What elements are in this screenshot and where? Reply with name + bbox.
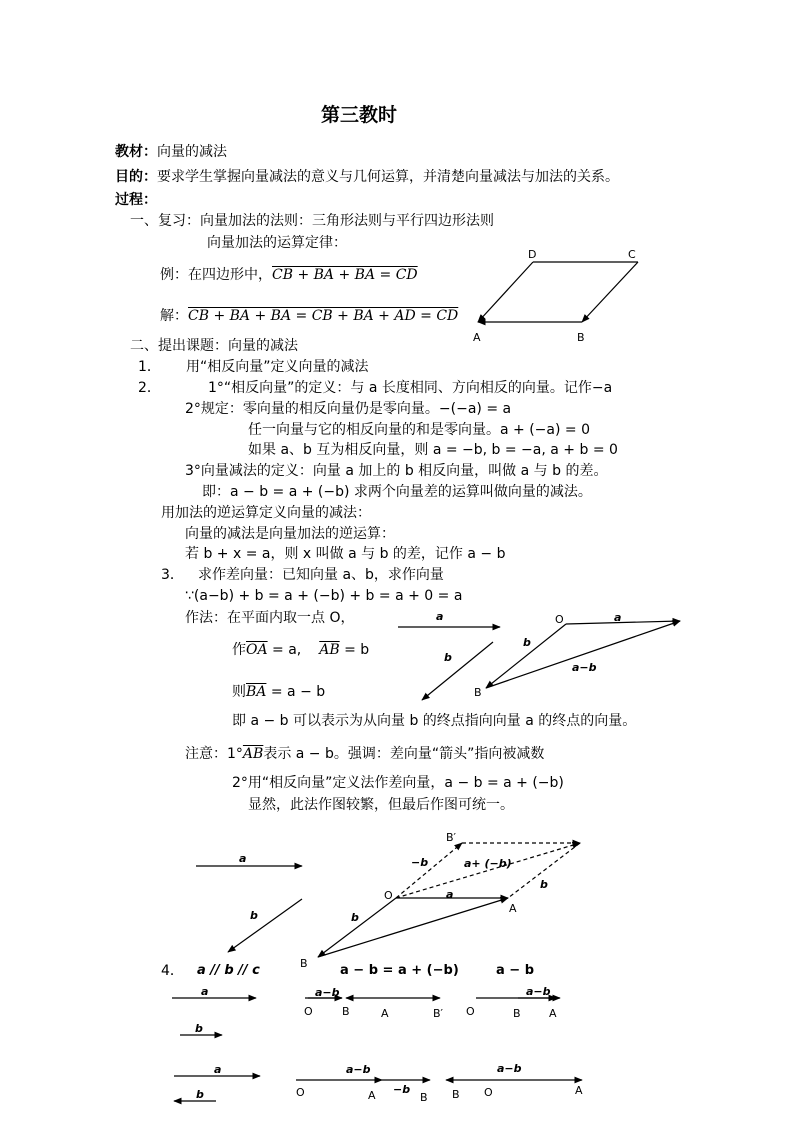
fig1-label-d: D bbox=[528, 248, 537, 261]
fig4-label-o3: O bbox=[296, 1086, 305, 1099]
note-ab: $\overline{AB}$ bbox=[242, 746, 264, 762]
then-prefix: 则 bbox=[232, 684, 246, 700]
inverse-b: 若 b + x = a，则 x 叫做 a 与 b 的差，记作 a − b bbox=[185, 546, 506, 562]
make-oa-value: = a, bbox=[267, 642, 302, 658]
solution-prefix: 解： bbox=[160, 308, 188, 324]
fig4-label-a-pt2: A bbox=[549, 1007, 557, 1020]
because-line: ∵(a−b) + b = a + (−b) + b = a + 0 = a bbox=[185, 588, 463, 604]
fig4-label-amb3: a−b bbox=[346, 1063, 371, 1076]
solution-line bbox=[160, 307, 458, 325]
fig3-label-sum: a+ (−b) bbox=[464, 857, 512, 870]
parallelogram-figure bbox=[478, 262, 638, 322]
review-line: 一、复习：向量加法的法则：三角形法则与平行四边形法则 bbox=[130, 213, 494, 229]
fig4-label-b-pt2: B bbox=[513, 1007, 521, 1020]
fig2-label-a: a bbox=[436, 610, 444, 623]
fig3-label-bprime: B′ bbox=[446, 831, 457, 844]
vector-ba bbox=[318, 898, 508, 957]
vector-b bbox=[228, 899, 302, 952]
material-value: 向量的减法 bbox=[157, 144, 227, 160]
def3-line: 3°向量减法的定义：向量 a 加上的 b 相反向量，叫做 a 与 b 的差。 bbox=[185, 463, 608, 479]
vector-ob bbox=[486, 624, 566, 688]
edge-da bbox=[478, 262, 533, 322]
inverse-heading: 用加法的逆运算定义向量的减法： bbox=[161, 505, 371, 521]
fig4-label-a-pt4: A bbox=[575, 1084, 583, 1097]
make-ab-value: = b bbox=[339, 642, 370, 658]
vector-sum bbox=[396, 843, 580, 898]
edge-cb bbox=[582, 262, 638, 322]
fig1-label-b: B bbox=[577, 331, 585, 344]
fig2-label-b: b bbox=[444, 651, 452, 664]
item4-right: a − b bbox=[496, 963, 535, 978]
fig4-label-o1: O bbox=[304, 1005, 313, 1018]
make-oa: $\overline{OA}$ bbox=[246, 642, 268, 658]
fig2-label-b2: b bbox=[523, 636, 531, 649]
fig4-label-amb1: a−b bbox=[315, 986, 340, 999]
collinear-figure-row1 bbox=[172, 998, 560, 1035]
example-prefix: 例：在四边形中， bbox=[160, 267, 272, 283]
make-line bbox=[232, 641, 369, 659]
note-prefix: 注意：1° bbox=[185, 746, 243, 762]
fig2-label-bpt: B bbox=[474, 686, 482, 699]
difference-vector-figure bbox=[398, 621, 680, 700]
vector-oa bbox=[566, 621, 680, 624]
vector-ob bbox=[318, 898, 396, 957]
meaning-line: 即 a − b 可以表示为从向量 b 的终点指向向量 a 的终点的向量。 bbox=[232, 713, 637, 729]
fig4-label-a3: a bbox=[214, 1063, 222, 1076]
make-ab: $\overline{AB}$ bbox=[319, 642, 340, 658]
material-label: 教材： bbox=[115, 144, 157, 160]
note-rest: 表示 a − b。强调：差向量“箭头”指向被减数 bbox=[263, 746, 545, 762]
note1-line bbox=[185, 745, 544, 763]
item4-text: a // b // c bbox=[197, 963, 260, 978]
def2b-line: 任一向量与它的相反向量的和是零向量。a + (−a) = 0 bbox=[248, 422, 590, 438]
purpose-line bbox=[115, 168, 619, 186]
fig4-label-b-pt4: B bbox=[452, 1088, 460, 1101]
def2c-line: 如果 a、b 互为相反向量，则 a = −b, b = −a, a + b = 0 bbox=[248, 442, 618, 458]
fig3-label-b3: b bbox=[351, 911, 359, 924]
item1-number: 1． bbox=[138, 359, 161, 375]
solution-equation: CB + BA + BA = CB + BA + AD = CD bbox=[188, 308, 459, 324]
def1-line: 1°“相反向量”的定义：与 a 长度相同、方向相反的向量。记作−a bbox=[208, 380, 613, 396]
fig3-label-bpt: B bbox=[300, 957, 308, 970]
fig4-label-b-pt3: B bbox=[420, 1091, 428, 1104]
collinear-figure-row2 bbox=[174, 1076, 582, 1101]
note3-line: 显然，此法作图较繁，但最后作图可统一。 bbox=[248, 797, 514, 813]
fig4-label-b-pt1: B bbox=[342, 1005, 350, 1018]
item3-number: 3． bbox=[161, 567, 184, 583]
fig4-label-amb4: a−b bbox=[497, 1062, 522, 1075]
fig1-label-a: A bbox=[473, 331, 481, 344]
page-title: 第三教时 bbox=[321, 104, 398, 126]
example-equation: CB + BA + BA = CD bbox=[272, 267, 418, 283]
fig4-label-b3: b bbox=[196, 1088, 204, 1101]
fig4-label-o2: O bbox=[466, 1005, 475, 1018]
fig4-label-a1: a bbox=[201, 985, 209, 998]
fig2-label-amb: a−b bbox=[572, 661, 597, 674]
vector-b bbox=[422, 642, 493, 700]
fig3-label-b: b bbox=[250, 909, 258, 922]
fig1-label-c: C bbox=[628, 248, 636, 261]
fig4-label-b1: b bbox=[195, 1022, 203, 1035]
item3-text: 求作差向量：已知向量 a、b，求作向量 bbox=[198, 567, 444, 583]
def2a-line: 2°规定：零向量的相反向量仍是零向量。−(−a) = a bbox=[185, 401, 512, 417]
fig3-label-b2: b bbox=[540, 878, 548, 891]
fig3-label-minus-b: −b bbox=[411, 856, 429, 869]
then-ba: $\overline{BA}$ bbox=[246, 684, 267, 700]
purpose-value: 要求学生掌握向量减法的意义与几何运算，并清楚向量减法与加法的关系。 bbox=[157, 169, 619, 185]
fig3-label-a2: a bbox=[446, 888, 454, 901]
fig2-label-a2: a bbox=[614, 611, 622, 624]
fig4-label-minus-b3: −b bbox=[393, 1083, 411, 1096]
fig3-label-o: O bbox=[384, 889, 393, 902]
make-prefix: 作 bbox=[232, 642, 246, 658]
inverse-a: 向量的减法是向量加法的逆运算： bbox=[185, 526, 395, 542]
fig4-label-bprime1: B′ bbox=[433, 1007, 444, 1020]
item4-number: 4． bbox=[161, 963, 184, 979]
item1-text: 用“相反向量”定义向量的减法 bbox=[186, 359, 369, 375]
process-label: 过程： bbox=[115, 192, 157, 208]
vector-ba bbox=[486, 621, 680, 688]
fig3-label-a: a bbox=[239, 852, 247, 865]
fig4-label-amb2: a−b bbox=[526, 985, 551, 998]
material-line bbox=[115, 143, 227, 161]
def3b-line: 即：a − b = a + (−b) 求两个向量差的运算叫做向量的减法。 bbox=[202, 484, 592, 500]
then-line bbox=[232, 683, 325, 701]
item2-number: 2． bbox=[138, 380, 161, 396]
item4-mid: a − b = a + (−b) bbox=[340, 963, 459, 978]
section2-heading: 二、提出课题：向量的减法 bbox=[130, 338, 298, 354]
fig4-label-a-pt3: A bbox=[368, 1089, 376, 1102]
fig2-label-o: O bbox=[555, 613, 564, 626]
method-line: 作法：在平面内取一点 O， bbox=[185, 610, 355, 626]
example-line bbox=[160, 266, 418, 284]
fig4-label-o4: O bbox=[484, 1086, 493, 1099]
then-value: = a − b bbox=[266, 684, 326, 700]
purpose-label: 目的： bbox=[115, 169, 157, 185]
note2-line: 2°用“相反向量”定义法作差向量，a − b = a + (−b) bbox=[232, 775, 564, 791]
laws-line: 向量加法的运算定律： bbox=[207, 235, 347, 251]
fig3-label-apt: A bbox=[509, 902, 517, 915]
fig4-label-a-pt1: A bbox=[381, 1007, 389, 1020]
